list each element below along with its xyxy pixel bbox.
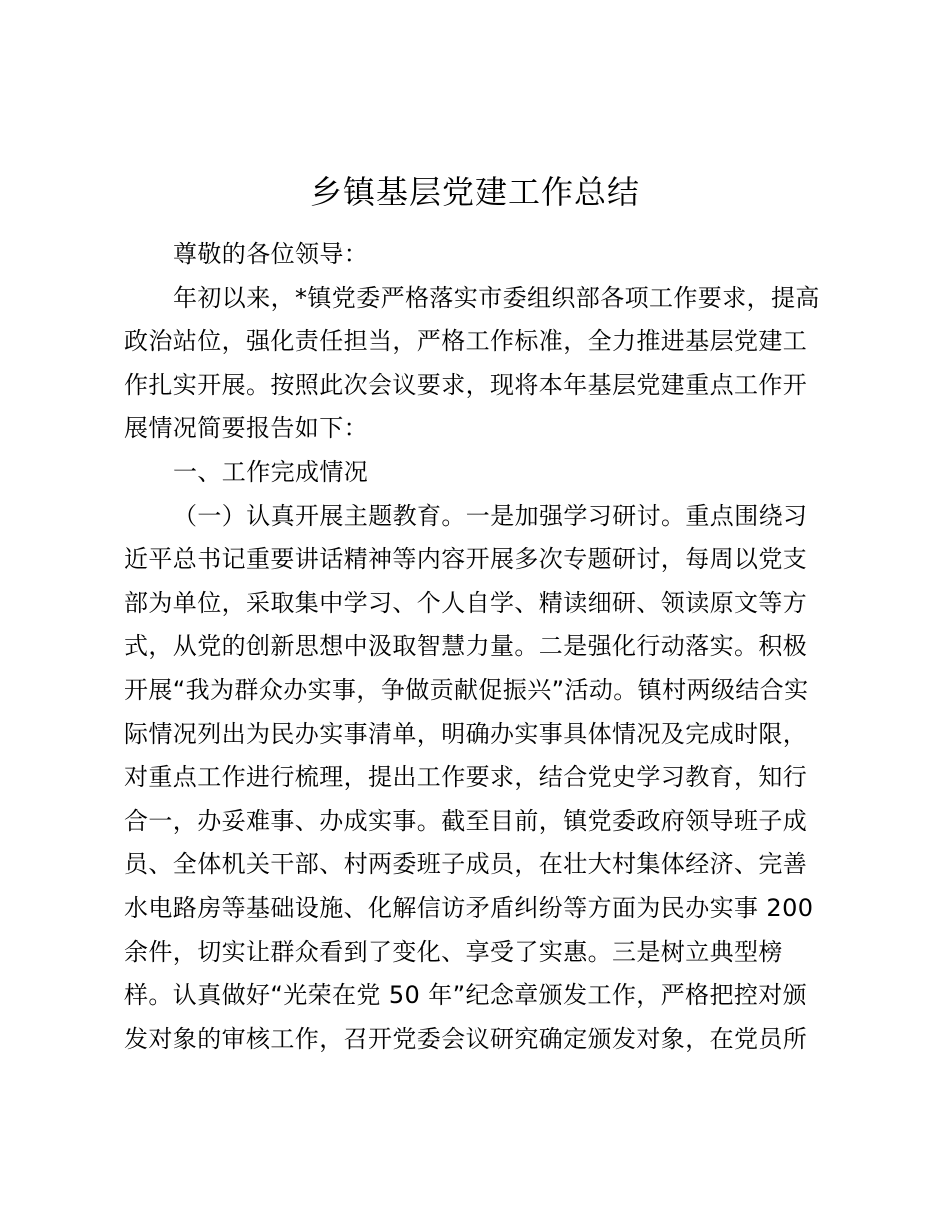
text-line: 作扎实开展。按照此次会议要求，现将本年基层党建重点工作开: [124, 370, 808, 399]
text-line: 式，从党的创新思想中汲取智慧力量。二是强化行动落实。积极: [124, 632, 808, 661]
text-line: 余件，切实让群众看到了变化、享受了实惠。三是树立典型榜: [124, 937, 783, 966]
text-line: 近平总书记重要讲话精神等内容开展多次专题研讨，每周以党支: [124, 545, 808, 574]
text-line: 际情况列出为民办实事清单，明确办实事具体情况及完成时限，: [124, 719, 808, 748]
section-paragraph: [124, 495, 830, 1062]
text-line: 样。认真做好“光荣在党 50 年”纪念章颁发工作，严格把控对颁: [124, 981, 808, 1010]
text-line: 对重点工作进行梳理，提出工作要求，结合党史学习教育，知行: [124, 763, 808, 792]
text-line: 员、全体机关干部、村两委班子成员，在壮大村集体经济、完善: [124, 850, 808, 879]
text-line: 开展“我为群众办实事，争做贡献促振兴”活动。镇村两级结合实: [124, 675, 809, 704]
text-line: 年初以来，*镇党委严格落实市委组织部各项工作要求，提高: [173, 283, 820, 312]
document-body: [124, 233, 830, 1061]
salutation: 尊敬的各位领导：: [173, 240, 369, 268]
text-line: （一）认真开展主题教育。一是加强学习研讨。重点围绕习: [173, 501, 808, 530]
document-title: 乡镇基层党建工作总结: [309, 173, 640, 211]
text-line: 合一，办妥难事、办成实事。截至目前，镇党委政府领导班子成: [124, 806, 808, 835]
text-line: 部为单位，采取集中学习、个人自学、精读细研、领读原文等方: [124, 588, 808, 617]
text-line: 展情况简要报告如下：: [124, 414, 368, 443]
intro-paragraph: [124, 277, 830, 451]
section-heading: 一、工作完成情况: [173, 457, 369, 486]
text-line: 水电路房等基础设施、化解信访矛盾纠纷等方面为民办实事 200: [124, 893, 814, 922]
text-line: 政治站位，强化责任担当，严格工作标准，全力推进基层党建工: [124, 327, 808, 356]
text-line: 发对象的审核工作，召开党委会议研究确定颁发对象，在党员所: [124, 1024, 808, 1053]
